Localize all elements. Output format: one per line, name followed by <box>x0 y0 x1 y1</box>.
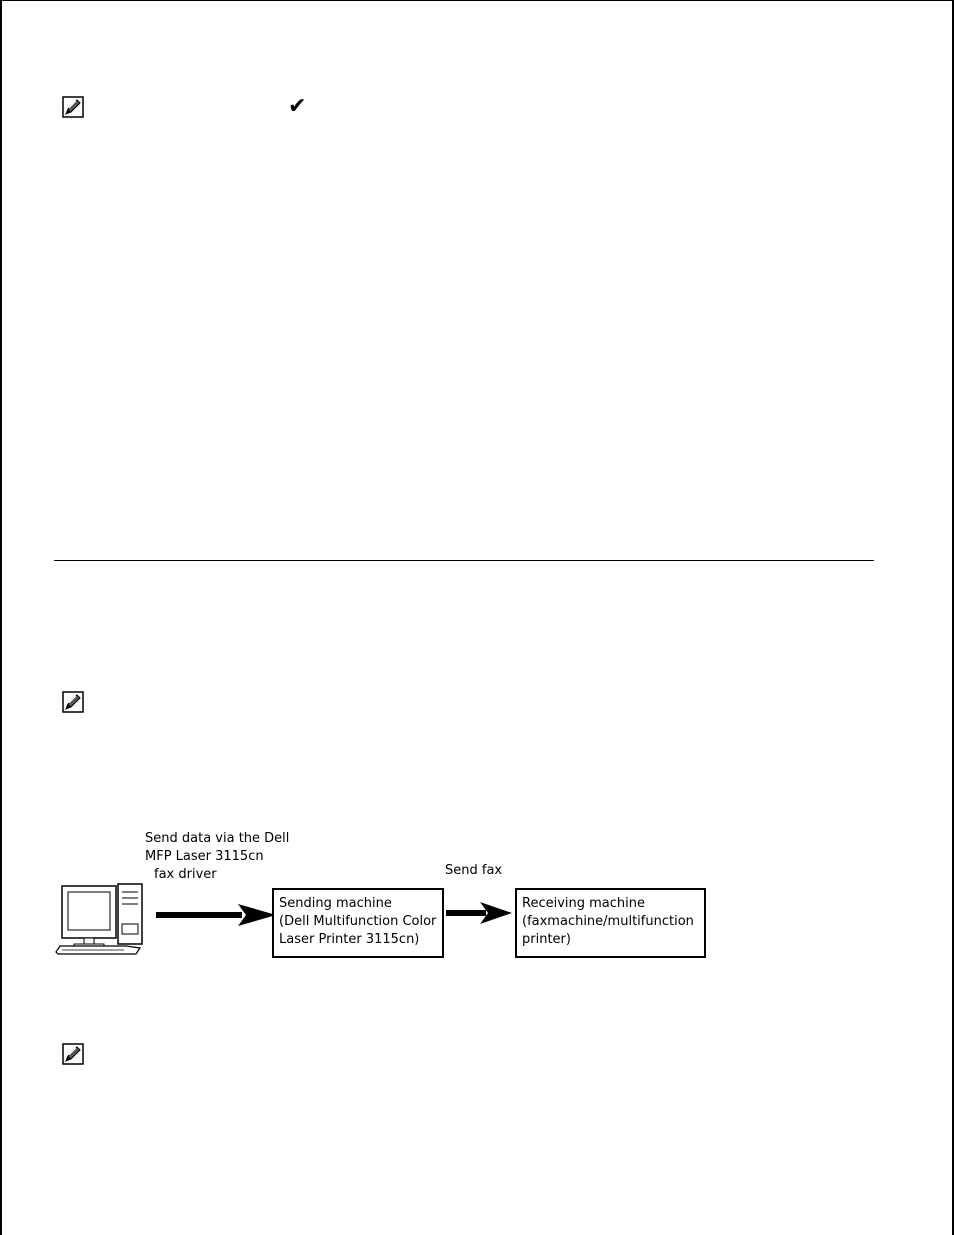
page-frame-top <box>0 0 954 1</box>
desktop-computer-icon <box>54 882 146 958</box>
receiving-machine-line-1: Receiving machine <box>522 896 645 911</box>
note-pencil-icon <box>62 1043 84 1065</box>
sending-machine-line-3: Laser Printer 3115cn) <box>279 932 420 947</box>
receiving-machine-box <box>515 888 706 958</box>
send-fax-label: Send fax <box>445 863 503 878</box>
send-data-label-line-2: MFP Laser 3115cn <box>145 849 264 864</box>
send-data-label-line-1: Send data via the Dell <box>145 831 290 846</box>
arrow-right-icon <box>444 900 514 926</box>
fax-flow-diagram <box>54 826 714 966</box>
section-divider <box>54 560 874 561</box>
receiving-machine-line-3: printer) <box>522 932 571 947</box>
arrow-right-icon <box>154 902 278 928</box>
note-pencil-icon <box>62 96 84 118</box>
sending-machine-line-2: (Dell Multifunction Color <box>279 914 437 929</box>
checkmark-icon: ✔ <box>288 94 307 119</box>
sending-machine-line-1: Sending machine <box>279 896 392 911</box>
receiving-machine-line-2: (faxmachine/multifunction <box>522 914 694 929</box>
send-data-label-line-3: fax driver <box>154 867 217 882</box>
note-pencil-icon <box>62 691 84 713</box>
sending-machine-box <box>272 888 444 958</box>
page-frame-left <box>0 0 2 1235</box>
